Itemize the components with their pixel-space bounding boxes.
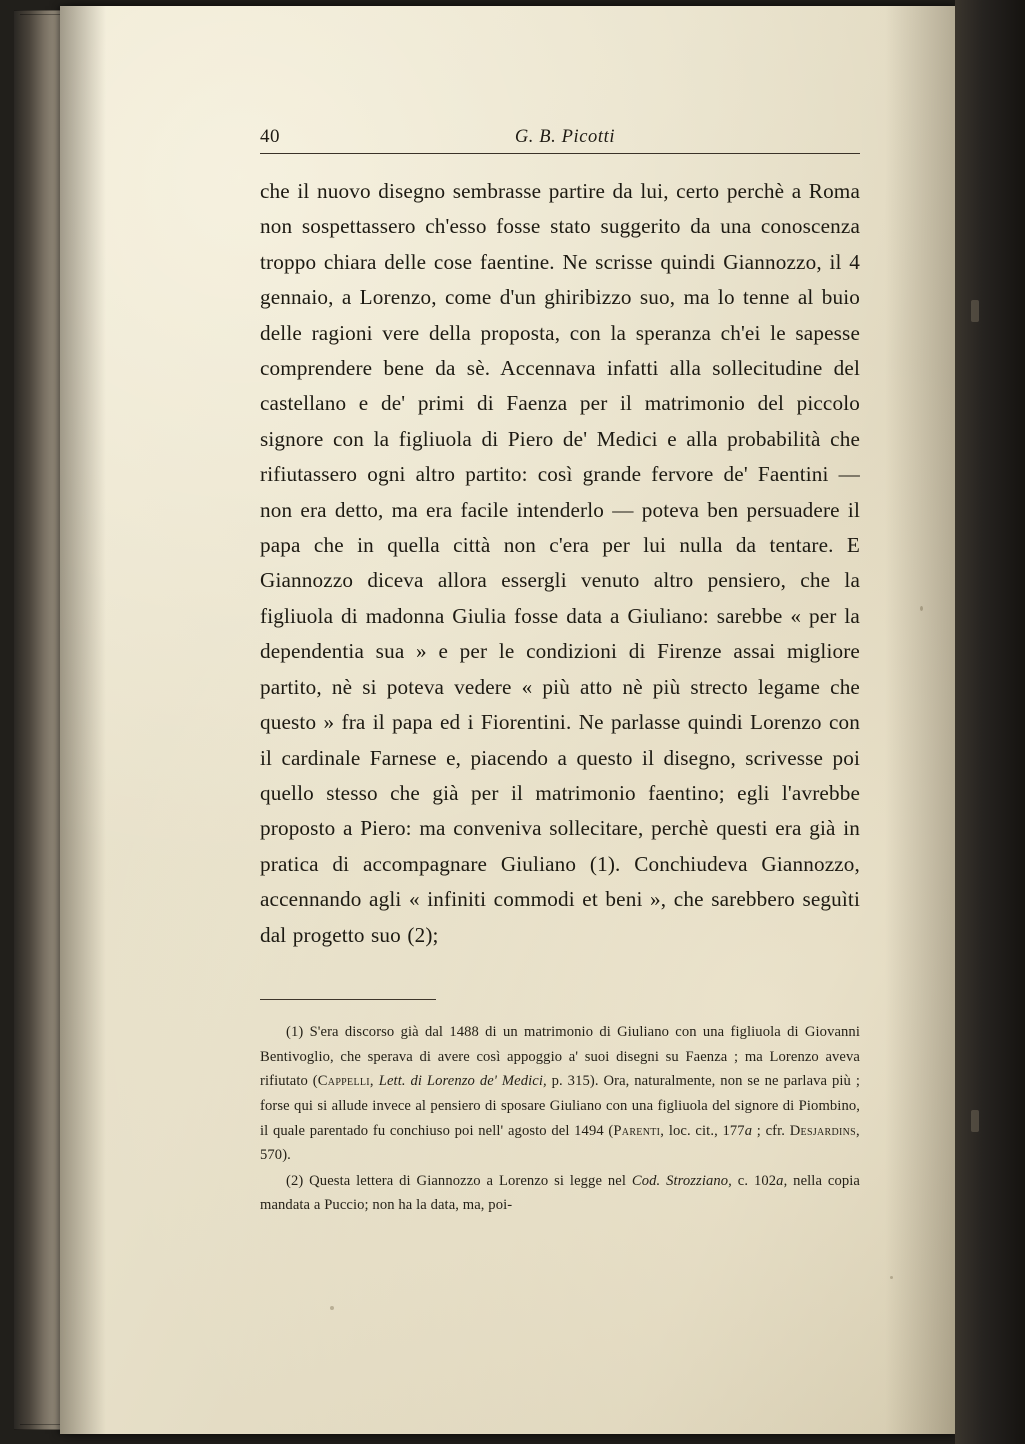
footnote-segment: p. 315). Ora, naturalmente, non se ne parlava più ; forse qui si allude invece al pensiero di sposare Giuliano con una figliuola del signore di Piombino, il quale parentado fu conchiuso poi nell' agosto del 1494 ( bbox=[260, 1073, 860, 1139]
footnote-segment: c. 102 bbox=[731, 1172, 777, 1189]
document-page bbox=[60, 6, 955, 1434]
footnote-segment: Parenti, bbox=[613, 1122, 665, 1139]
footnote-segment: Cod. Strozziano, bbox=[631, 1172, 732, 1189]
footnote-2-marker: (2) bbox=[286, 1172, 310, 1189]
footnote-segment: 570). bbox=[260, 1147, 291, 1164]
footnote-segment: a bbox=[744, 1122, 753, 1139]
footnote-segment: loc. cit., 177 bbox=[664, 1122, 745, 1139]
footnote-1-marker: (1) bbox=[286, 1024, 310, 1041]
footnote-segment: S'era discorso già dal 1488 di un matrimonio di Giuliano con una figliuola di Giovanni Bentivoglio, che sperava di avere così appoggio a' suoi disegni su Faenza ; ma Lorenzo aveva rifiutato ( bbox=[260, 1024, 860, 1090]
footnote-2 bbox=[260, 1169, 860, 1218]
scan-right-edge bbox=[955, 0, 1025, 1444]
footnote-1-text bbox=[260, 1024, 860, 1163]
footnote-segment: a bbox=[776, 1172, 784, 1189]
footnote-segment: ; cfr. bbox=[752, 1122, 790, 1139]
page-content bbox=[260, 126, 860, 1218]
body-paragraph: che il nuovo disegno sembrasse partire da lui, certo perchè a Roma non sospettassero ch'esso fosse stato suggerito da una conoscenza troppo chiara delle cose faentine. Ne scrisse quindi Giannozzo, il 4 gennaio, a Lorenzo, come d'un ghiribizzo suo, ma lo tenne al buio delle ragioni vere della proposta, con la speranza ch'ei le sapesse comprendere bene da sè. Accennava infatti alla sollecitudine del castellano e de' primi di Faenza per il matrimonio del piccolo signore con la figliuola di Piero de' Medici e alla probabilità che rifiutassero ogni altro partito: così grande fervore de' Faentini — non era detto, ma era facile intenderlo — poteva ben persuadere il papa che in quella città non c'era per lui nulla da tentare. E Giannozzo diceva allora essergli venuto altro pensiero, che la figliuola di madonna Giulia fosse data a Giuliano: sarebbe « per la dependentia sua » e per le condizioni di Firenze assai migliore partito, nè si poteva vedere « più atto nè più strecto legame che questo » fra il papa ed i Fiorentini. Ne parlasse quindi Lorenzo con il cardinale Farnese e, piacendo a questo il disegno, scrivesse poi quello stesso che già per il matrimonio faentino; egli l'avrebbe proposto a Piero: ma conveniva sollecitare, perchè questi era già in pratica di accompagnare Giuliano (1). Conchiudeva Giannozzo, accennando agli « infiniti commodi et beni », che sarebbero seguìti dal progetto suo (2); bbox=[260, 179, 860, 947]
footnote-segment: Questa lettera di Giannozzo a Lorenzo si legge nel bbox=[309, 1172, 632, 1189]
page-header bbox=[260, 126, 860, 154]
footnote-segment: Desjardins, bbox=[789, 1122, 860, 1139]
running-title: G. B. Picotti bbox=[514, 127, 616, 147]
footnote-1 bbox=[260, 1020, 860, 1168]
footnote-2-text bbox=[260, 1173, 860, 1214]
footnote-segment: , nella copia mandata a Puccio; non ha la data, ma, poi- bbox=[260, 1172, 860, 1214]
footnotes-block bbox=[260, 1020, 860, 1218]
footnote-segment: Lett. di Lorenzo de' Medici, bbox=[378, 1073, 547, 1090]
footnote-divider bbox=[260, 999, 436, 1000]
page-number: 40 bbox=[260, 126, 280, 147]
footnote-segment: Cappelli, bbox=[317, 1073, 374, 1090]
